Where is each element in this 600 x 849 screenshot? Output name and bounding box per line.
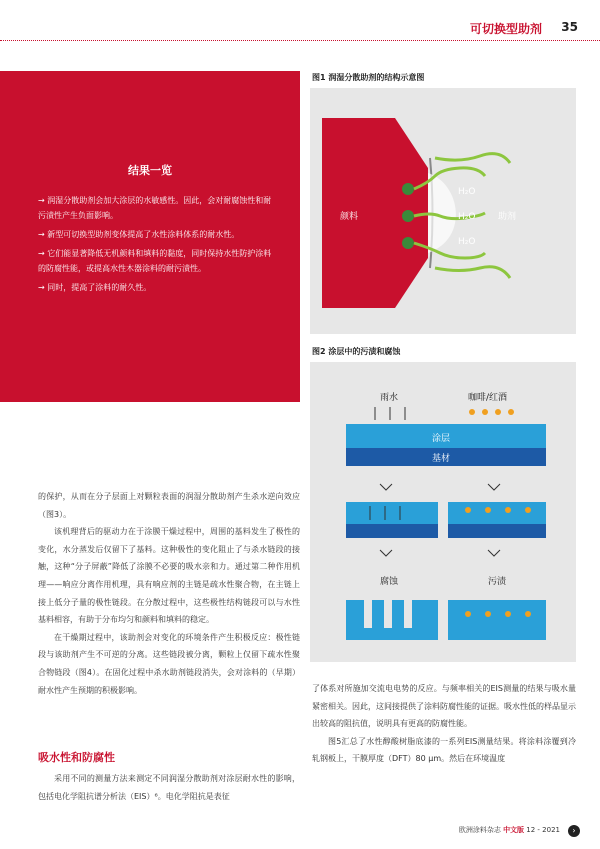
paragraph: 采用不同的测量方法来测定不同润湿分散助剂对涂层耐水性的影响，包括电化学阻抗谱分析法（EIS）⁶。电化学阻抗是表征 [38, 774, 300, 801]
anchor-group [402, 183, 414, 195]
next-page-icon[interactable]: › [568, 825, 580, 837]
footer-info [459, 825, 560, 835]
stain-label: 污渍 [488, 577, 507, 587]
header-divider [0, 40, 600, 41]
coffee-label: 咖啡/红酒 [468, 393, 508, 403]
substrate-label: 基材 [432, 454, 451, 464]
polar-chain [435, 267, 510, 278]
summary-item: → 新型可切换型助剂变体提高了水性涂料体系的耐水性。 [38, 230, 240, 239]
substrate-layer [448, 524, 546, 538]
rain-label: 雨水 [380, 393, 399, 403]
figure2-diagram [310, 362, 576, 662]
water-label: H₂O [458, 237, 476, 247]
magazine-name: 欧洲涂料杂志 [458, 826, 501, 834]
coffee-dots [469, 409, 514, 415]
paragraph: 的保护，从而在分子层面上对颗粒表面的润湿分散助剂产生杀水逆向效应（图3）。 [38, 492, 300, 519]
summary-item: → 润湿分散助剂会加大涂层的水敏感性。因此，会对耐腐蚀性和耐污渍性产生负面影响。 [38, 196, 272, 220]
page-number: 35 [561, 20, 578, 34]
coating-layer [448, 502, 546, 524]
stained-coating [448, 600, 546, 640]
figure1-diagram [310, 88, 576, 334]
corrosion-label: 腐蚀 [380, 577, 399, 587]
anchor-group [402, 237, 414, 249]
paragraph: 了体系对所施加交流电电势的反应。与频率相关的EIS测量的结果与吸水量紧密相关。因此，这间接提供了涂料防腐性能的证据。吸水性低的样品显示出较高的阻抗值，说明具有更高的防腐性能。 [312, 684, 576, 729]
polar-chain [435, 154, 510, 163]
step-arrow [380, 484, 392, 490]
coating-label: 涂层 [432, 434, 451, 444]
rain-arrows [375, 407, 405, 420]
water-label: H₂O [458, 187, 476, 197]
summary-item: → 它们能显著降低无机颜料和填料的黏度，同时保持水性防护涂料的防腐性能，或提高水性木器涂料的耐污渍性。 [38, 249, 272, 273]
pigment-label: 颜料 [340, 212, 359, 222]
left-column-text [38, 488, 300, 699]
figure1-panel [310, 88, 576, 334]
step-arrow [488, 484, 500, 490]
step-arrow [380, 550, 392, 556]
paragraph: 该机理背后的驱动力在于涂膜干燥过程中，周围的基料发生了极性的变化，水分蒸发后仅留下了基料。这种极性的变化阻止了与杀水链段的接触，这种“分子屏蔽”降低了涂膜不必要的吸水亲和力。通过第二种作用机理——响应分离作用机理，具有响应剂的主链是疏水性聚合物，在主链上接上低分子量的极性链段。在分散过程中，这些极性结构链段可以与水性基料相容，有助于分布均匀和颜料和填料的稳定。 [38, 527, 300, 625]
corrosion-pits [364, 600, 412, 628]
coating-layer [346, 502, 438, 524]
edition-label: 中文版 [503, 826, 525, 834]
step-arrow [488, 550, 500, 556]
summary-item: → 同时，提高了涂料的耐久性。 [38, 283, 152, 292]
figure1-caption: 图1 润湿分散助剂的结构示意图 [312, 73, 425, 82]
running-header-title: 可切换型助剂 [469, 22, 542, 36]
paragraph: 在干燥期过程中，该助剂会对变化的环境条件产生积极反应：极性链段与该助剂产生不可逆的分离。这些链段被分离，颗粒上仅留下疏水性聚合物链段（图4）。在固化过程中杀水助剂链段消失，会对涂料的（早期）耐水性产生预期的积极影响。 [38, 632, 300, 695]
summary-title: 结果一览 [128, 164, 172, 177]
figure2-caption: 图2 涂层中的污渍和腐蚀 [312, 347, 401, 356]
issue-number: 12 - 2021 [526, 826, 560, 834]
summary-list [38, 193, 278, 299]
anchor-group [402, 210, 414, 222]
paragraph: 图5汇总了水性醇酸树脂底漆的一系列EIS测量结果。将涂料涂覆到冷轧钢板上，干膜厚度（DFT）80 μm。然后在环境温度 [312, 736, 576, 764]
additive-label: 助剂 [498, 212, 517, 222]
water-label: H₂O [458, 212, 476, 222]
section-title: 吸水性和防腐性 [38, 751, 115, 764]
right-column-text [312, 680, 576, 768]
substrate-layer [346, 524, 438, 538]
figure2-panel [310, 362, 576, 662]
